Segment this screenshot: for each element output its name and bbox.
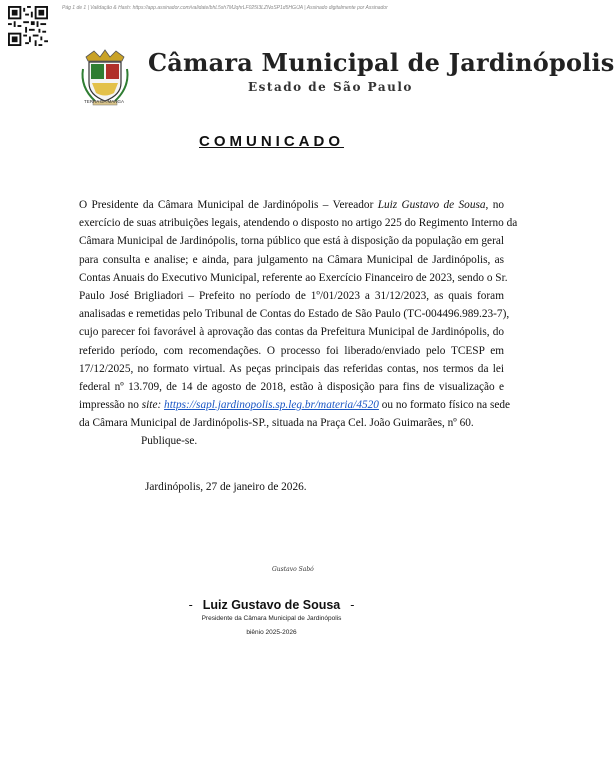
signer-role: Presidente da Câmara Municipal de Jardinópolis — [201, 615, 342, 622]
date-line: Jardinópolis, 27 de janeiro de 2026. — [145, 481, 307, 493]
body-line: para consulta e analise; e ainda, para julgamento na Câmara Municipal de Jardinópolis, as — [79, 253, 504, 266]
site-label: site: — [141, 399, 162, 412]
body-line: federal nº 13.709, de 14 de agosto de 2018, estão à disposição para fins de visualização e — [79, 380, 504, 393]
materia-link[interactable]: https://sapl.jardinopolis.sp.leg.br/materia/4520 — [164, 399, 379, 412]
signer-name: Luiz Gustavo de Sousa — [202, 598, 341, 612]
signer-name-line — [0, 598, 543, 612]
body-line — [79, 396, 511, 414]
body-line: analisadas e remetidas pelo Tribunal de Contas do Estado de São Paulo (TC-004496.989.23-7), — [79, 308, 510, 321]
body-text: ou no formato físico na sede — [378, 399, 511, 412]
org-subtitle: Estado de São Paulo — [248, 80, 413, 94]
publish-note: Publique-se. — [141, 435, 198, 448]
body-line: da Câmara Municipal de Jardinópolis-SP., situada na Praça Cel. João Guimarães, nº 60. — [79, 417, 474, 430]
body-text: , no — [485, 199, 504, 211]
qr-code — [8, 6, 48, 46]
body-text: O Presidente da Câmara Municipal de Jardinópolis – Vereador — [79, 199, 378, 211]
body-line: Paulo José Brigliadori – Prefeito no período de 1º/01/2023 a 31/12/2023, as quais foram — [79, 289, 504, 302]
body-text: impressão no — [79, 399, 142, 412]
body-line — [79, 196, 504, 214]
body-line: cujo parecer foi favorável à aprovação das contas da Prefeitura Municipal de Jardinópolis, do — [79, 326, 504, 339]
body-line: Câmara Municipal de Jardinópolis, torna público que está à disposição da população em geral — [79, 235, 504, 248]
body-line: Contas Anuais do Executivo Municipal, referente ao Exercício Financeiro de 2023, sendo o Sr. — [79, 271, 508, 284]
dash-left: - — [188, 598, 193, 612]
document-title: COMUNICADO — [199, 133, 344, 150]
municipal-crest-icon — [80, 47, 130, 107]
crest-caption: TERRA DA MANGA — [84, 99, 125, 104]
signer-term: biênio 2025-2026 — [246, 629, 297, 636]
announcement-body — [79, 196, 518, 451]
org-name: Câmara Municipal de Jardinópolis — [148, 48, 615, 77]
body-line: exercício de suas atribuições legais, atendendo o disposto no artigo 225 do Regimento Interno da — [79, 217, 518, 230]
body-line: 17/12/2025, no formato virtual. As peças principais das referidas contas, nos termos da lei — [79, 362, 504, 375]
handwritten-signature: Gustavo Sabó — [272, 566, 314, 573]
digital-signature-stamp: Pág 1 de 1 | Validação & Hash: https://app.assinador.com/validate/bhL5sh7MJqhrLF025I3LZNoSP1d5HG/JA | Assinado digitalmente por Assinador — [62, 5, 388, 11]
body-line: referido período, com recomendações. O processo foi liberado/enviado pelo TCESP em — [79, 344, 504, 357]
dash-right: - — [350, 598, 355, 612]
councilor-name: Luiz Gustavo de Sousa — [377, 199, 486, 211]
